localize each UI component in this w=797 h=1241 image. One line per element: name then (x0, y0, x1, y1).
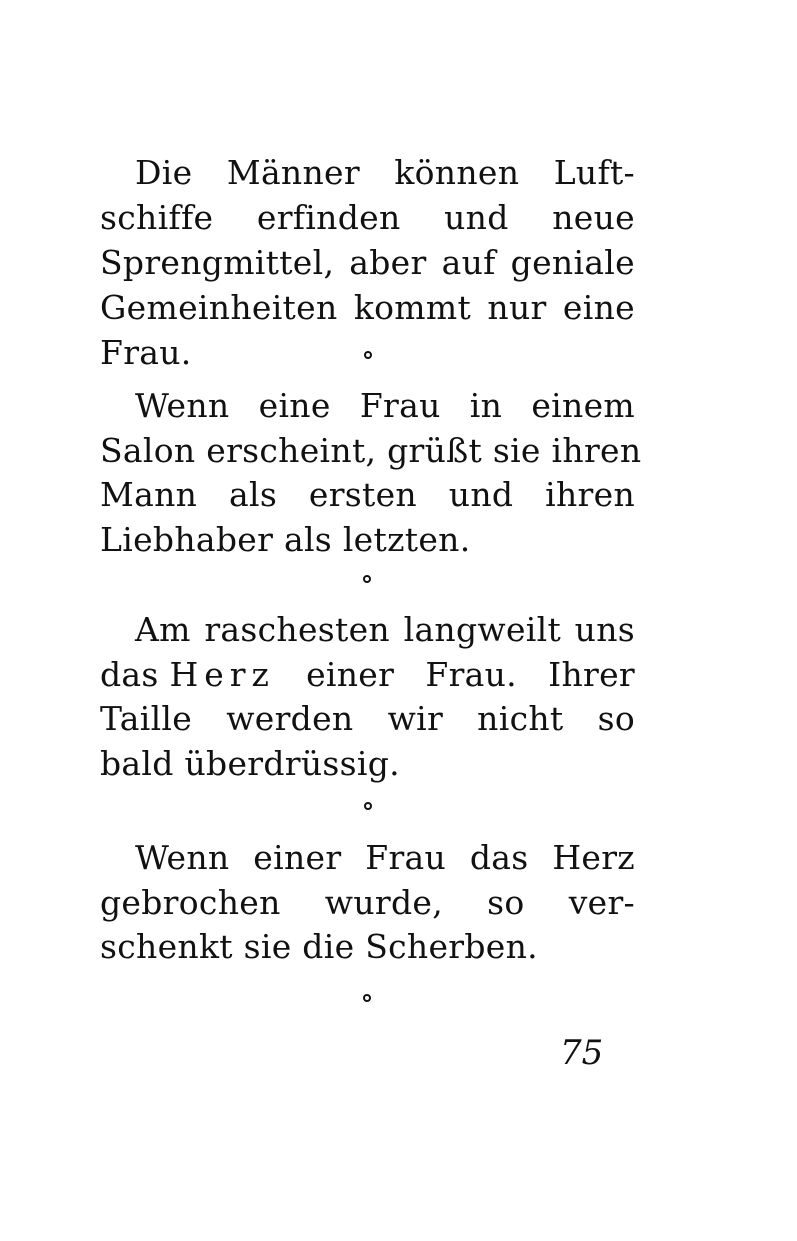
section-separator-3 (364, 802, 372, 810)
paragraph-3-line-2 (100, 652, 635, 698)
paragraph-4-line-3: schenkt sie die Scherben. (100, 927, 538, 966)
paragraph-1-line-3: Sprengmittel, aber auf geniale (100, 243, 635, 282)
paragraph-3-text-end: einer Frau. Ihrer (274, 655, 635, 694)
paragraph-4-line-1: Wenn einer Frau das Herz (135, 838, 635, 877)
section-separator-2 (363, 575, 371, 583)
section-separator-1 (364, 351, 372, 359)
paragraph-2-line-4: Liebhaber als letzten. (100, 520, 471, 559)
paragraph-2-line-3: Mann als ersten und ihren (100, 475, 635, 514)
paragraph-4-line-2: gebrochen wurde, so ver- (100, 883, 635, 922)
paragraph-1-line-2: schiffe erfinden und neue (100, 198, 635, 237)
page-number: 75 (560, 1033, 604, 1073)
section-separator-4 (363, 994, 371, 1002)
paragraph-3-text-start: das (100, 655, 170, 694)
paragraph-2-line-1: Wenn eine Frau in einem (135, 386, 635, 425)
paragraph-3-line-4: bald überdrüssig. (100, 744, 400, 783)
paragraph-2-line-2: Salon erscheint, grüßt sie ihren (100, 431, 642, 470)
paragraph-1-line-4: Gemeinheiten kommt nur eine (100, 288, 635, 327)
paragraph-1-line-5: Frau. (100, 333, 192, 372)
paragraph-3-line-1: Am raschesten langweilt uns (135, 610, 635, 649)
paragraph-3-emphasis-herz: Herz (169, 655, 275, 694)
paragraph-1-line-1: Die Männer können Luft- (135, 153, 635, 192)
paragraph-3-line-3: Taille werden wir nicht so (100, 699, 635, 738)
